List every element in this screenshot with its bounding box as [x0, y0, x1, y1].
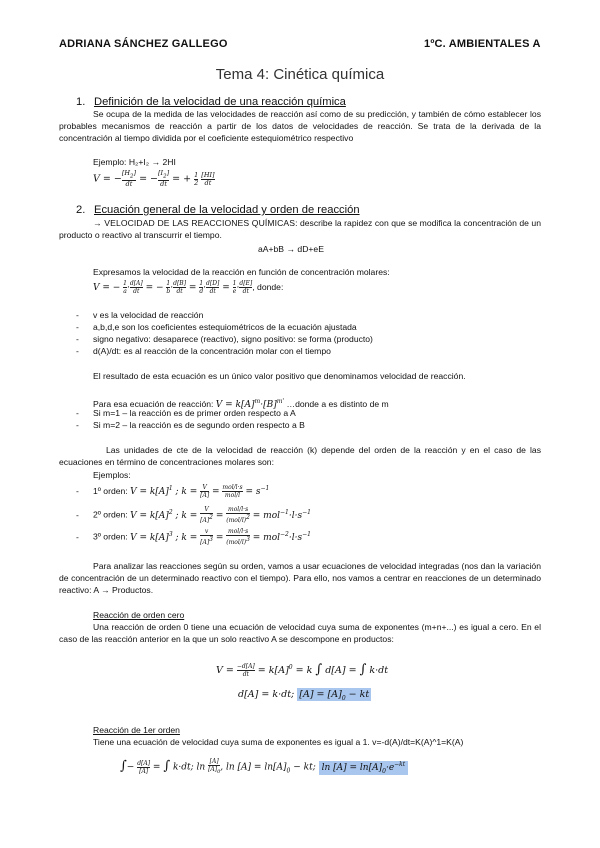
order-zero-paragraph: Una reacción de orden 0 tiene una ecuación de velocidad cuya suma de exponentes (m+n+...) es igual a cero. En el caso de las reacción anterior en la que un solo reactivo A se descompone en productos:	[59, 622, 541, 644]
order-zero-formula-pre: d[A] = k·dt;	[238, 689, 295, 700]
list-item: - signo negativo: desaparece (reactivo), signo positivo: se forma (producto)	[76, 334, 373, 344]
examples-label: Ejemplos:	[93, 470, 131, 480]
section-1-number: 1.	[76, 96, 86, 108]
list-item: - Si m=1 – la reacción es de primer orden respecto a A	[76, 408, 296, 418]
express-text: Expresamos la velocidad de la reacción en función de concentración molares:	[93, 267, 390, 277]
course-label: 1ºC. AMBIENTALES A	[424, 38, 541, 50]
section-2-title: Ecuación general de la velocidad y orden de reacción	[94, 204, 360, 216]
section-2-heading	[76, 204, 360, 216]
order-one-heading: Reacción de 1er orden	[93, 725, 180, 735]
rate-law-suffix: …donde a es distinto de m	[286, 399, 389, 409]
list-item: - v es la velocidad de reacción	[76, 310, 204, 320]
unit-example-second-order: - 2º orden: $V = k[A]^2$ ; k = V $[A]^2$ = mol/l·s $(mol/l)^2 = mol^{-1}\cdot l\cdot s^{-1}$	[76, 506, 311, 524]
units-paragraph: Las unidades de cte de la velocidad de reacción (k) depende del orden de la reacción y en el caso de las ecuaciones en término de concentraciones molares son:	[59, 445, 541, 467]
order-zero-heading: Reacción de orden cero	[93, 610, 185, 620]
rate-law: Para esa ecuación de reacción: $V = k[A]^m\cdot[B]^{m'}$ …donde a es distinto de m	[93, 398, 389, 410]
section-2-intro	[59, 217, 541, 241]
velocity-definition-term: → VELOCIDAD DE LAS REACCIONES QUÍMICAS	[93, 218, 296, 228]
section-1-title: Definición de la velocidad de una reacción química	[94, 96, 346, 108]
integrated-paragraph: Para analizar las reacciones según su orden, vamos a usar ecuaciones de velocidad integradas (nos dan la variación de concentración de un determinado reactivo con el tiempo). Para ello, nos vamos a centrar en reacciones de un determinado reactivo: A → Productos.	[59, 561, 541, 595]
list-item: - a,b,d,e son los coeficientes estequiométricos de la ecuación ajustada	[76, 322, 357, 332]
list-item: - d(A)/dt: es al reacción de la concentración molar con el tiempo	[76, 346, 331, 356]
example-label: Ejemplo: H₂+I₂ → 2HI	[93, 157, 176, 167]
section-1-heading	[76, 96, 346, 108]
order-zero-formula-2: d[A] = k·dt; $[A] = [A]_0$ − kt	[238, 689, 370, 702]
section-2-number: 2.	[76, 204, 86, 216]
page-title: Tema 4: Cinética química	[215, 66, 385, 83]
velocity-definition-text: : describe la rapidez con que se modifica la concentración de un producto o reactivo al transcurrir el tiempo.	[59, 218, 541, 240]
rate-law-prefix: Para esa ecuación de reacción:	[93, 399, 214, 409]
section-1-paragraph: Se ocupa de la medida de las velocidades de reacción así como de su predicción, y también de cómo establecer los probables mecanismos de reacción a partir de los datos de velocidades de reacción. Se trata de la derivada de la concentración al tiempo dividida por el coeficiente estequiométrico respectivo	[59, 109, 541, 143]
example-formula: V = − $[H_2]$ dt = − $[I_2]$ dt = + 1 2 [HI] dt	[93, 169, 215, 189]
general-formula-suffix: , donde:	[252, 282, 284, 292]
example-reaction	[93, 156, 176, 168]
order-one-paragraph: Tiene una ecuación de velocidad cuya suma de exponentes es igual a 1. v=-d(A)/dt=K(A)^1=K(A)	[93, 737, 464, 747]
order-zero-formula-1: V = −d[A] dt = $k[A]^0 = k$ ∫ d[A] = ∫ k·dt	[216, 662, 389, 678]
unit-example-third-order: - 3º orden: $V = k[A]^3$ ; k = v $[A]^3$ = mol/l·s $(mol/l)^3 = mol^{-2}\cdot l\cdot s^{-1}$	[76, 528, 311, 546]
author-name: ADRIANA SÁNCHEZ GALLEGO	[59, 38, 228, 50]
list-item: - Si m=2 – la reacción es de segundo orden respecto a B	[76, 420, 305, 430]
order-one-formula: ∫− d[A] [A] = ∫ k·dt; ln [A] $[A]_0$, $\ln [A] = \ln[A]_0$ − kt; $\ln [A] = \ln[A]_0\cdot e^{-kt}$	[120, 758, 408, 776]
general-reaction: aA+bB → dD+eE	[258, 244, 324, 254]
general-rate-formula: V = − 1 a· d[A] dt = − 1 b· d[B] dt = 1 d· d[D] dt = 1 e· d[E] dt , donde:	[93, 280, 284, 295]
result-text: El resultado de esta ecuación es un único valor positivo que denominamos velocidad de reacción.	[93, 371, 466, 381]
unit-example-first-order: - 1º orden: $V = k[A]^1$ ; k = V [A] = mol/l·s $mol/l = s^{-1}$	[76, 484, 270, 499]
